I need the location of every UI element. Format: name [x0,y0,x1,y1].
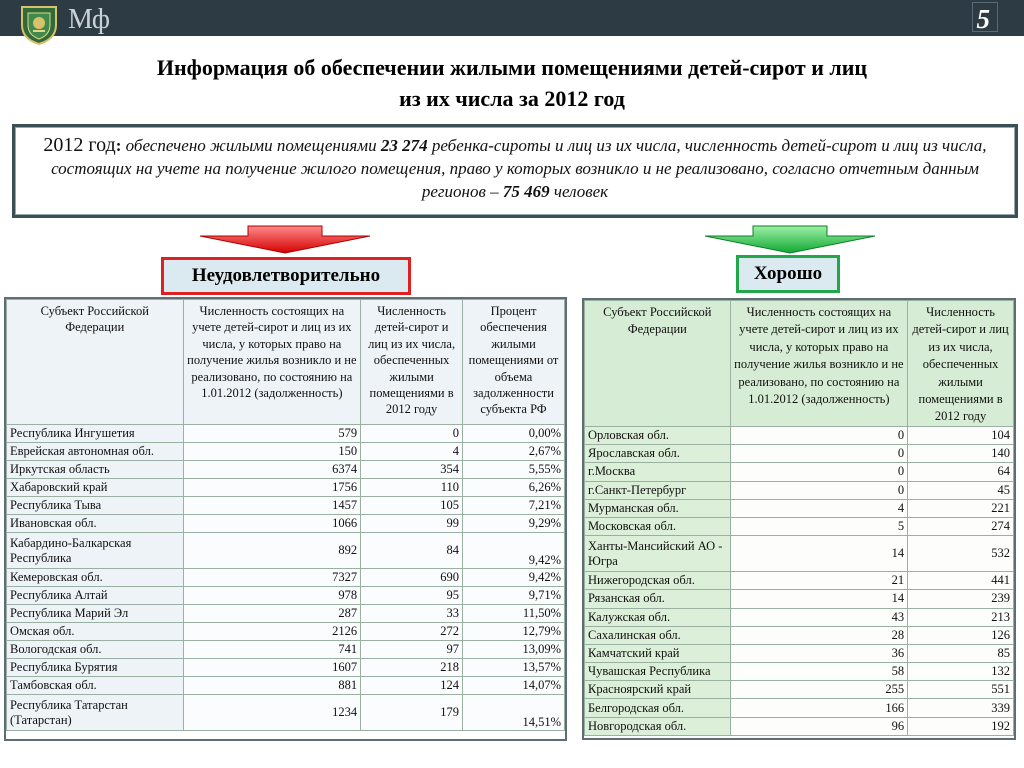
summary-waiting-count: 75 469 [502,182,550,201]
good-table [584,300,1014,736]
percent-cell: 9,29% [463,515,565,533]
debt-cell: 14 [730,536,907,572]
debt-cell: 36 [730,644,907,662]
table-row [7,677,565,695]
red-arrow-down-icon [200,224,370,254]
region-cell: Красноярский край [585,681,731,699]
debt-cell: 0 [730,463,907,481]
provided-cell: 532 [908,536,1014,572]
table-row [7,479,565,497]
percent-cell: 0,00% [463,425,565,443]
region-cell: Еврейская автономная обл. [7,443,184,461]
header-debt: Численность состоящих на учете детей-сирот и лиц из их числа, у которых право на получение жилья возникло и не реализовано, по состоянию на 1.01.2012 (задолженность) [730,301,907,427]
debt-cell: 21 [730,572,907,590]
green-arrow-down-icon [705,224,875,254]
header-debt: Численность состоящих на учете детей-сирот и лиц из их числа, у которых право на получение жилья возникло и не реализовано, по состоянию на 1.01.2012 (задолженность) [183,300,361,425]
percent-cell: 6,26% [463,479,565,497]
provided-cell: 441 [908,572,1014,590]
provided-cell: 551 [908,681,1014,699]
region-cell: Мурманская обл. [585,499,731,517]
debt-cell: 1066 [183,515,361,533]
debt-cell: 1607 [183,659,361,677]
summary-text-1: обеспечено жилыми помещениями [125,136,377,155]
provided-cell: 339 [908,699,1014,717]
provided-cell: 239 [908,590,1014,608]
debt-cell: 0 [730,445,907,463]
percent-cell: 7,21% [463,497,565,515]
provided-cell: 104 [908,427,1014,445]
provided-cell: 0 [361,425,463,443]
table-row [585,427,1014,445]
table-row [585,590,1014,608]
debt-cell: 579 [183,425,361,443]
debt-cell: 150 [183,443,361,461]
provided-cell: 272 [361,623,463,641]
provided-cell: 33 [361,605,463,623]
provided-cell: 126 [908,626,1014,644]
region-cell: Кемеровская обл. [7,569,184,587]
debt-cell: 96 [730,717,907,735]
table-row [7,443,565,461]
provided-cell: 85 [908,644,1014,662]
table-row [7,641,565,659]
table-row [585,517,1014,535]
unsatisfactory-table-frame [4,297,567,741]
provided-cell: 218 [361,659,463,677]
table-row [7,515,565,533]
ministry-emblem-icon [18,3,60,45]
region-cell: Московская обл. [585,517,731,535]
table-row [7,695,565,731]
region-cell: Иркутская область [7,461,184,479]
percent-cell: 14,51% [463,695,565,731]
summary-year: 2012 год [43,134,116,156]
percent-cell: 9,71% [463,587,565,605]
percent-cell: 2,67% [463,443,565,461]
debt-cell: 4 [730,499,907,517]
provided-cell: 179 [361,695,463,731]
region-cell: Хабаровский край [7,479,184,497]
header-provided: Численность детей-сирот и лиц из их числа, обеспеченных жилыми помещениями в 2012 году [361,300,463,425]
region-cell: Нижегородская обл. [585,572,731,590]
page-title [20,52,1004,114]
summary-box [12,124,1018,218]
table-row [585,499,1014,517]
debt-cell: 1234 [183,695,361,731]
provided-cell: 105 [361,497,463,515]
unsatisfactory-label: Неудовлетворительно [161,257,411,295]
header-provided: Численность детей-сирот и лиц из их числа, обеспеченных жилыми помещениями в 2012 году [908,301,1014,427]
table-row [585,626,1014,644]
table-row [585,663,1014,681]
title-line-2: из их числа за 2012 год [399,86,625,111]
region-cell: Омская обл. [7,623,184,641]
region-cell: Новгородская обл. [585,717,731,735]
table-row [585,481,1014,499]
percent-cell: 11,50% [463,605,565,623]
table-row [7,623,565,641]
provided-cell: 45 [908,481,1014,499]
region-cell: Республика Алтай [7,587,184,605]
top-bar [0,0,1024,36]
table-row [7,461,565,479]
region-cell: Республика Бурятия [7,659,184,677]
debt-cell: 166 [730,699,907,717]
table-row [585,608,1014,626]
region-cell: Кабардино-Балкарская Республика [7,533,184,569]
region-cell: Чувашская Республика [585,663,731,681]
table-row [585,463,1014,481]
debt-cell: 1756 [183,479,361,497]
header-percent: Процент обеспечения жилыми помещениями от объема задолженности субъекта РФ [463,300,565,425]
debt-cell: 255 [730,681,907,699]
debt-cell: 2126 [183,623,361,641]
provided-cell: 84 [361,533,463,569]
region-cell: Республика Ингушетия [7,425,184,443]
provided-cell: 4 [361,443,463,461]
provided-cell: 64 [908,463,1014,481]
debt-cell: 892 [183,533,361,569]
debt-cell: 5 [730,517,907,535]
table-row [585,445,1014,463]
provided-cell: 132 [908,663,1014,681]
region-cell: Орловская обл. [585,427,731,445]
provided-cell: 221 [908,499,1014,517]
title-line-1: Информация об обеспечении жилыми помещениями детей-сирот и лиц [156,55,868,80]
region-cell: Ярославская обл. [585,445,731,463]
percent-cell: 14,07% [463,677,565,695]
good-label: Хорошо [736,255,840,293]
percent-cell: 12,79% [463,623,565,641]
page-number: 5 [976,4,990,34]
region-cell: Республика Татарстан (Татарстан) [7,695,184,731]
provided-cell: 140 [908,445,1014,463]
provided-cell: 124 [361,677,463,695]
region-cell: Рязанская обл. [585,590,731,608]
debt-cell: 7327 [183,569,361,587]
table-row [7,533,565,569]
summary-text-2: ребенка-сироты и лиц из их числа, численность детей-сирот и лиц из числа, состоящих на учете на получение жилого помещения, право у которых возникло и не реализовано, согласно отчетным данным регионов – [51,136,987,201]
percent-cell: 5,55% [463,461,565,479]
summary-provided-count: 23 274 [380,136,428,155]
region-cell: Республика Марий Эл [7,605,184,623]
debt-cell: 14 [730,590,907,608]
region-cell: Камчатский край [585,644,731,662]
region-cell: Сахалинская обл. [585,626,731,644]
provided-cell: 274 [908,517,1014,535]
debt-cell: 0 [730,427,907,445]
debt-cell: 978 [183,587,361,605]
region-cell: Вологодская обл. [7,641,184,659]
region-cell: Тамбовская обл. [7,677,184,695]
table-row [7,569,565,587]
table-row [7,587,565,605]
table-row [585,536,1014,572]
region-cell: Республика Тыва [7,497,184,515]
provided-cell: 690 [361,569,463,587]
percent-cell: 13,57% [463,659,565,677]
percent-cell: 9,42% [463,533,565,569]
debt-cell: 881 [183,677,361,695]
table-row [585,644,1014,662]
header-region: Субъект Российской Федерации [7,300,184,425]
table-row [585,572,1014,590]
debt-cell: 0 [730,481,907,499]
good-table-body [585,427,1014,736]
unsatisfactory-table-body [7,425,565,731]
debt-cell: 58 [730,663,907,681]
provided-cell: 110 [361,479,463,497]
table-row [585,717,1014,735]
percent-cell: 9,42% [463,569,565,587]
debt-cell: 28 [730,626,907,644]
good-table-frame [582,298,1016,740]
table-row [7,605,565,623]
provided-cell: 97 [361,641,463,659]
table-row [585,699,1014,717]
logo-text: Мф [68,4,110,35]
header-region: Субъект Российской Федерации [585,301,731,427]
debt-cell: 287 [183,605,361,623]
table-row [7,425,565,443]
table-row [7,659,565,677]
debt-cell: 43 [730,608,907,626]
region-cell: г.Москва [585,463,731,481]
region-cell: г.Санкт-Петербург [585,481,731,499]
debt-cell: 741 [183,641,361,659]
unsatisfactory-table [6,299,565,731]
debt-cell: 1457 [183,497,361,515]
percent-cell: 13,09% [463,641,565,659]
summary-text-3: человек [553,182,609,201]
region-cell: Ивановская обл. [7,515,184,533]
table-row [585,681,1014,699]
provided-cell: 95 [361,587,463,605]
table-row [7,497,565,515]
provided-cell: 354 [361,461,463,479]
provided-cell: 99 [361,515,463,533]
summary-colon: : [115,136,122,155]
region-cell: Ханты-Мансийский АО - Югра [585,536,731,572]
provided-cell: 192 [908,717,1014,735]
region-cell: Белгородская обл. [585,699,731,717]
debt-cell: 6374 [183,461,361,479]
region-cell: Калужская обл. [585,608,731,626]
provided-cell: 213 [908,608,1014,626]
